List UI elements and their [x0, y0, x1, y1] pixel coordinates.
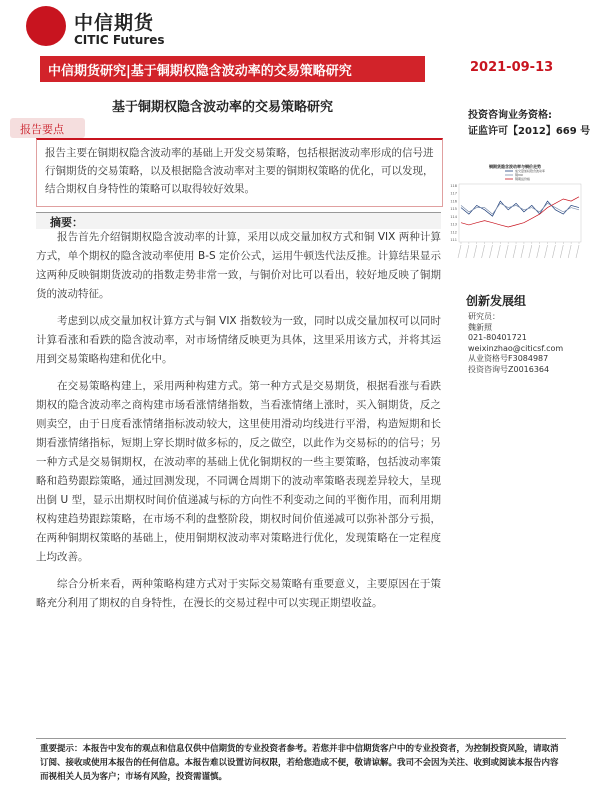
- x-tick-label: [529, 245, 532, 258]
- y-tick-label: 118: [450, 184, 457, 188]
- qualification-label: 投资咨询业务资格:: [468, 110, 552, 121]
- researcher-label: 研究员：: [468, 312, 500, 321]
- y-tick-label: 116: [450, 199, 457, 204]
- x-tick-label: [552, 245, 555, 258]
- disclaimer-text: 重要提示：本报告中发布的观点和信息仅供中信期货的专业投资者参考。若您并非中信期货客户中的专业投资者，为控制投资风险，请取消订阅、接收或使用本报告的任何信息。本报告难以设置访问权限，若给您造成不便，敬请谅解。我司不会因为关注、收到或阅读本报告内容而视相关人员为客户；市场有风险，投资需谨慎。: [40, 744, 559, 782]
- x-tick-label: [466, 245, 469, 258]
- series-line: [461, 197, 579, 227]
- y-tick-label: 111: [450, 238, 457, 242]
- x-tick-label: [482, 245, 485, 258]
- report-title: 基于铜期权隐含波动率的交易策略研究: [112, 100, 334, 115]
- abstract-body: [36, 228, 441, 621]
- x-tick-label: [537, 245, 540, 258]
- brand-name-en: CITIC Futures: [74, 33, 165, 47]
- legend-label: 成交量加权隐含波动率: [515, 169, 546, 173]
- y-tick-label: 113: [450, 222, 457, 227]
- report-date: 2021-09-13: [470, 60, 554, 75]
- footer-divider: [36, 738, 566, 739]
- logo-emblem-icon: [26, 6, 66, 46]
- chart-title: 铜期货隐含波动率与铜价走势: [489, 164, 541, 169]
- researcher-consult-number: 投资咨询号Z0016364: [468, 364, 550, 374]
- abstract-paragraph-2: 考虑到以成交量加权计算方式与铜 VIX 指数较为一致，同时以成交量加权可以同时计算看涨和看跌的隐含波动率，对市场情绪反映更为具体，这里采用该方式，并将其运用到交易策略构建和优化中。: [36, 315, 441, 365]
- key-points-text: 报告主要在铜期权隐含波动率的基础上开发交易策略，包括根据波动率形成的信号进行铜期货的交易策略，以及根据隐含波动率对主要的铜期权策略的优化，可以发现，结合期权自身特性的策略可以取得较好效果。: [45, 147, 434, 195]
- qualification-number: 证监许可【2012】669 号: [468, 126, 591, 137]
- chart-plot-frame: [459, 184, 581, 242]
- researcher-name: 魏新照: [468, 322, 492, 332]
- x-tick-label: [489, 245, 492, 258]
- x-tick-label: [513, 245, 516, 258]
- x-tick-label: [576, 245, 579, 258]
- x-tick-label: [474, 245, 477, 258]
- banner-title: 中信期货研究|基于铜期权隐含波动率的交易策略研究: [48, 64, 352, 79]
- abstract-paragraph-3: 在交易策略构建上，采用两种构建方式。第一种方式是交易期货，根据看涨与看跌期权的隐含波动率之商构建市场看涨情绪指数，当看涨情绪上涨时，买入铜期货，反之则卖空，由于日度看涨情绪指标波动较大，这里使用滑动均线进行平滑，构造短期和长期看涨情绪指标，短期上穿长期时做多标的，反之做空，以此作为交易标的的信号；另一种方式是交易铜期权，在波动率的基础上优化铜期权的一些主要策略，包括波动率策略和趋势跟踪策略，通过回测发现，不同调仓周期下的波动率策略表现差异较大，呈现出倒 U 型，显示出期权时间价值递减与标的方向性不利变动之间的平衡作用，而利用期权构建趋势跟踪策略，在市场不利的盘整阶段，期权时间价值递减可以弥补部分亏损，在两种铜期权策略的基础上，使用铜期权波动率对策略进行优化，发现策略在一定程度上均改善。: [36, 380, 441, 563]
- y-tick-label: 117: [450, 191, 457, 196]
- researcher-phone: 021-80401721: [468, 333, 527, 342]
- researcher-license: 从业资格号F3084987: [468, 354, 549, 363]
- x-tick-label: [545, 245, 548, 258]
- researcher-info: [468, 312, 563, 375]
- brand-name-cn: 中信期货: [74, 12, 155, 34]
- key-points-box: [36, 138, 443, 207]
- legend-label: 铜VIX: [515, 173, 523, 177]
- legend-label: 铜期货价格: [515, 177, 531, 181]
- abstract-paragraph-4: 综合分析来看，两种策略构建方式对于实际交易策略有重要意义，主要原因在于策略充分利用了期权的自身特性，在漫长的交易过程中可以实现正期望收益。: [36, 578, 441, 609]
- abstract-paragraph-1: 报告首先介绍铜期权隐含波动率的计算，采用以成交量加权方式和铜 VIX 两种计算方式，单个期权的隐含波动率使用 B-S 定价公式，运用牛顿迭代法反推。计算结果显示这两种反映铜期货波动的指数走势非常一致，与铜价对比可以看出，较好地反映了铜期货的波动特征。: [36, 231, 441, 300]
- abstract-heading: 摘要：: [50, 216, 83, 229]
- citic-futures-logo: [26, 6, 206, 50]
- header-banner: [40, 56, 425, 82]
- x-tick-label: [497, 245, 500, 258]
- chart-svg: [445, 160, 585, 270]
- department-title: 创新发展组: [466, 294, 527, 308]
- key-points-tag: [10, 118, 85, 138]
- x-tick-label: [505, 245, 508, 258]
- x-tick-label: [458, 245, 461, 258]
- x-tick-label: [568, 245, 571, 258]
- researcher-email[interactable]: weixinzhao@citicsf.com: [468, 343, 564, 353]
- x-tick-label: [560, 245, 563, 258]
- abstract-heading-bar: [36, 212, 441, 229]
- y-tick-label: 112: [450, 230, 457, 235]
- x-tick-label: [521, 245, 524, 258]
- y-tick-label: 114: [450, 214, 457, 219]
- volatility-chart: [445, 160, 585, 270]
- series-line: [461, 203, 579, 214]
- y-tick-label: 115: [450, 207, 457, 212]
- series-line: [461, 201, 579, 216]
- key-points-tag-label: 报告要点: [20, 123, 64, 136]
